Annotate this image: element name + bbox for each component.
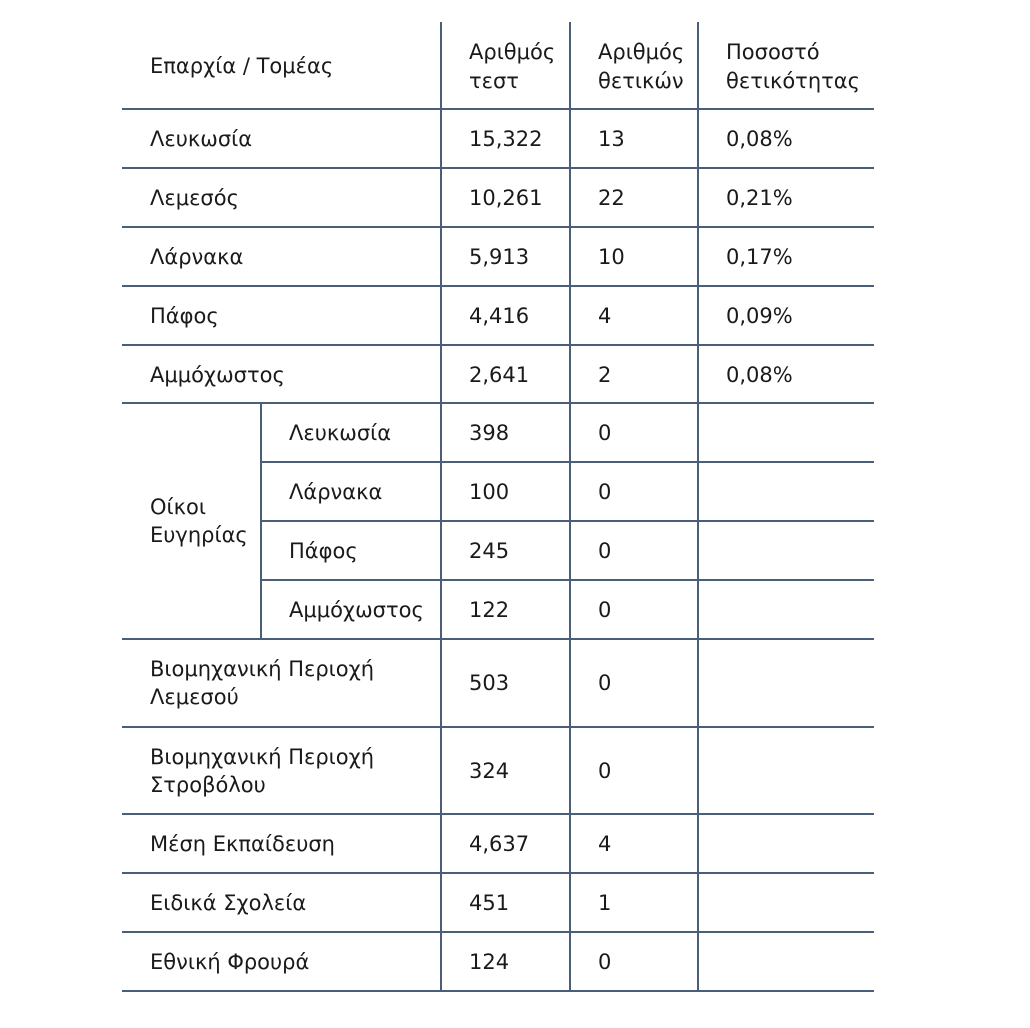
- table-row-positives: 22: [598, 185, 625, 210]
- table-row-tests: 100: [469, 479, 510, 504]
- table-row-name: Λευκωσία: [150, 126, 253, 151]
- table-row-tests: 122: [469, 597, 510, 622]
- table-row-name: Λεμεσός: [150, 185, 239, 210]
- table-row-positives: 0: [598, 671, 612, 695]
- table-row-rate: 0,08%: [726, 126, 793, 151]
- table-row-positives: 0: [598, 758, 612, 783]
- header-positives-line1: Αριθμός: [598, 40, 685, 64]
- table-row-tests: 451: [469, 890, 510, 915]
- table-row-name: Αμμόχωστος: [289, 597, 424, 622]
- table-row-tests: 5,913: [469, 244, 530, 269]
- table-row-name: Πάφος: [150, 303, 219, 328]
- table-row-name: Λάρνακα: [150, 244, 244, 269]
- industrial-name-line2: Στροβόλου: [150, 772, 266, 797]
- header-tests: [469, 22, 555, 110]
- table-row-positives: 0: [598, 597, 612, 622]
- table-row-rate: 0,17%: [726, 244, 793, 269]
- industrial-name-line1: Βιομηχανική Περιοχή: [150, 744, 375, 769]
- table-row-name: [150, 728, 374, 813]
- care-homes-label: [150, 404, 248, 638]
- table-row-positives: 0: [598, 420, 612, 445]
- table-row-positives: 1: [598, 890, 612, 915]
- table-row-positives: 4: [598, 303, 612, 328]
- table-row-rate: 0,09%: [726, 303, 793, 328]
- header-rate-line1: Ποσοστό: [726, 40, 820, 64]
- table-row-tests: 10,261: [469, 185, 543, 210]
- header-tests-line1: Αριθμός: [469, 40, 556, 64]
- table-row-tests: 324: [469, 758, 510, 783]
- table-row-positives: 13: [598, 126, 625, 151]
- table-row-rate: 0,08%: [726, 362, 793, 387]
- table-row-tests: 4,637: [469, 831, 530, 856]
- table-row-name: Λάρνακα: [289, 479, 383, 504]
- row-divider: [122, 990, 874, 992]
- table-row-positives: 4: [598, 831, 612, 856]
- header-region: [150, 22, 333, 110]
- table-row-name: Ειδικά Σχολεία: [150, 890, 307, 915]
- industrial-name-line1: Βιομηχανική Περιοχή: [150, 657, 375, 681]
- table-row-name: Εθνική Φρουρά: [150, 949, 310, 974]
- table-row-tests: 503: [469, 671, 510, 695]
- table-row-tests: 4,416: [469, 303, 530, 328]
- table-row-tests: 398: [469, 420, 510, 445]
- header-rate: [726, 22, 860, 110]
- table-row-name: Πάφος: [289, 538, 358, 563]
- table-row-positives: 0: [598, 949, 612, 974]
- table-row-name: Αμμόχωστος: [150, 362, 285, 387]
- table-row-tests: 15,322: [469, 126, 543, 151]
- table-row-positives: 10: [598, 244, 625, 269]
- table-row-name: Λευκωσία: [289, 420, 392, 445]
- header-rate-line2: θετικότητας: [726, 69, 860, 93]
- table-row-tests: 124: [469, 949, 510, 974]
- table-row-positives: 0: [598, 479, 612, 504]
- table-row-name: [150, 640, 374, 726]
- care-homes-label-line2: Ευγηρίας: [150, 523, 248, 547]
- table-row-positives: 0: [598, 538, 612, 563]
- table-row-rate: 0,21%: [726, 185, 793, 210]
- industrial-name-line2: Λεμεσού: [150, 685, 239, 709]
- header-region-label: Επαρχία / Τομέας: [150, 54, 334, 78]
- table-row-name: Μέση Εκπαίδευση: [150, 831, 335, 856]
- care-homes-label-line1: Οίκοι: [150, 495, 206, 519]
- table-row-tests: 245: [469, 538, 510, 563]
- header-positives-line2: θετικών: [598, 69, 684, 93]
- table-row-positives: 2: [598, 362, 612, 387]
- header-positives: [598, 22, 684, 110]
- table-row-tests: 2,641: [469, 362, 530, 387]
- header-tests-line2: τεστ: [469, 69, 519, 93]
